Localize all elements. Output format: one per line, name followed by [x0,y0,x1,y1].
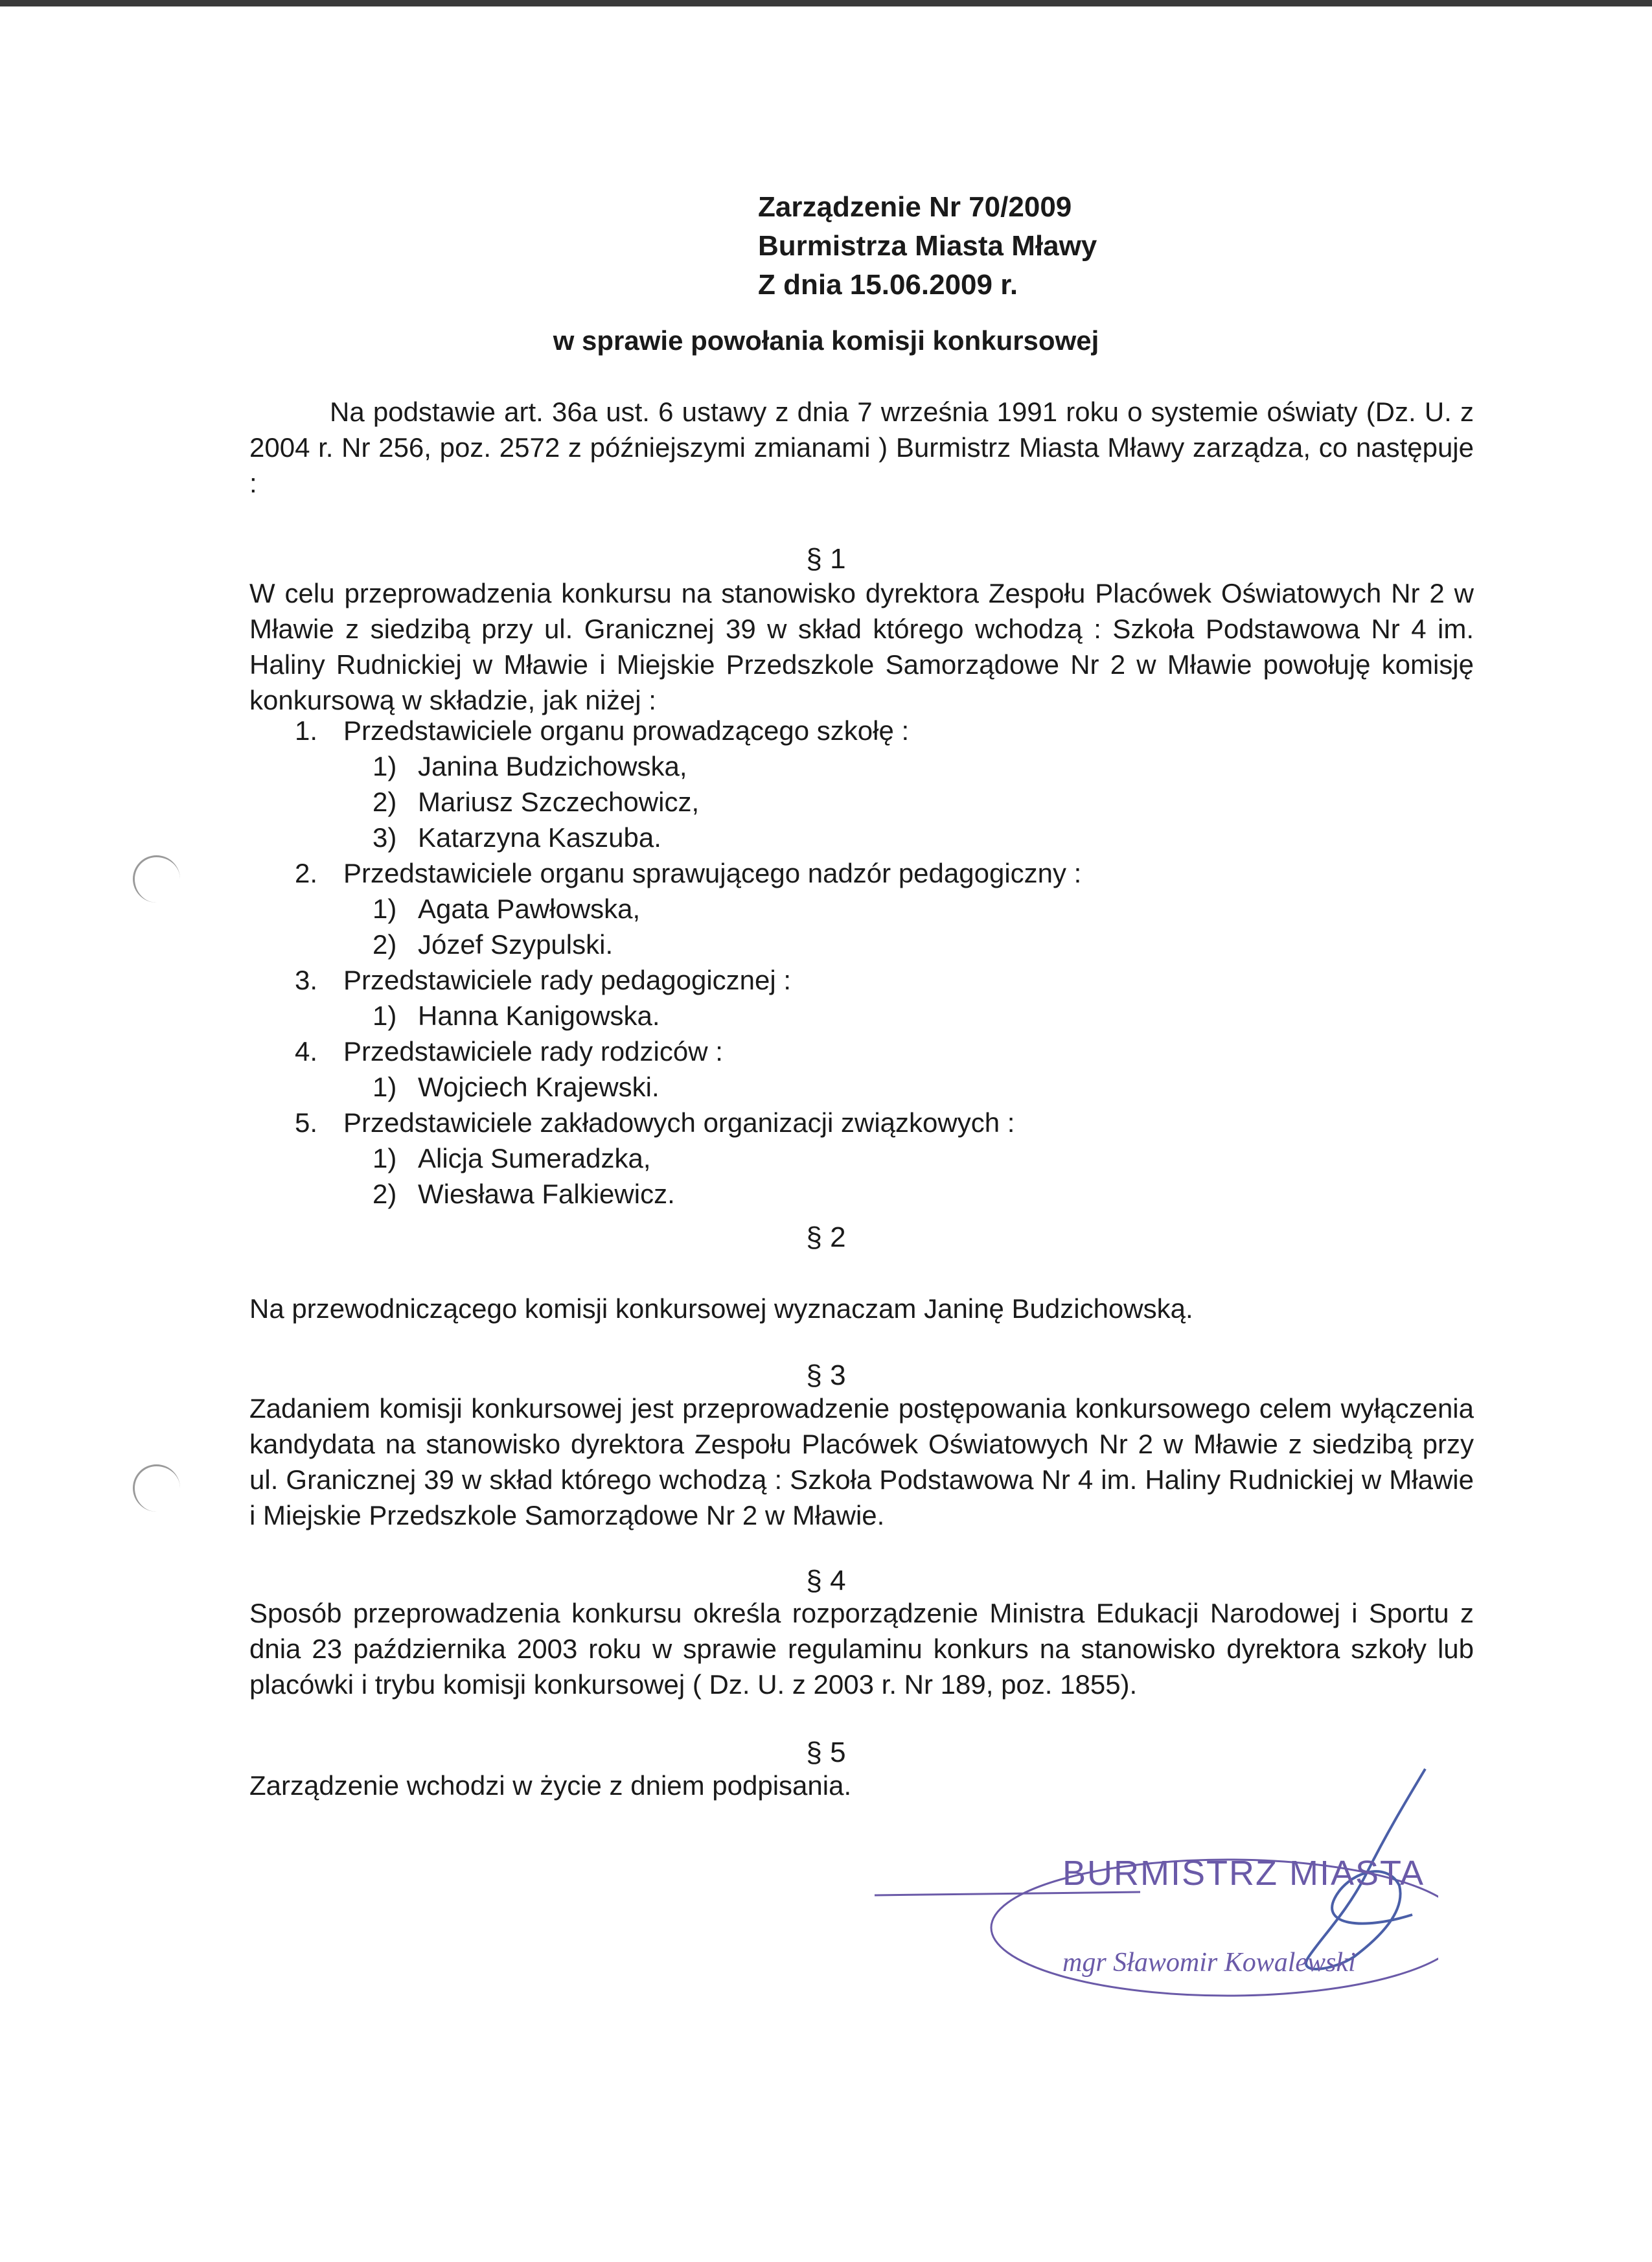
group-number: 1. [295,715,318,746]
member-name: Hanna Kanigowska. [418,1000,660,1031]
punch-hole-mark [133,855,180,903]
document-subject: w sprawie powołania komisji konkursowej [553,325,1099,356]
member-number: 2) [373,1179,397,1209]
section-mark-3: § 3 [806,1359,846,1391]
group-label: Przedstawiciele rady rodziców : [343,1036,723,1067]
committee-group [295,713,1461,748]
group-number: 2. [295,858,318,888]
header-date: Z dnia 15.06.2009 r. [758,269,1018,301]
document-header [758,188,1097,305]
punch-hole-mark [133,1464,180,1512]
member-name: Janina Budzichowska, [418,751,687,781]
section-mark-2: § 2 [806,1221,846,1253]
committee-group [295,962,1461,998]
committee-member [295,1176,1461,1212]
stamp-name: mgr Sławomir Kowalewski [1062,1948,1356,1978]
section-3-text: Zadaniem komisji konkursowej jest przeprowadzenie postępowania konkursowego celem wyłączenia kandydata na stanowisko dyrektora Zespołu Placówek Oświatowych Nr 2 w Mławie z siedzibą przy ul. Granicznej 39 w skład którego wchodzą : Szkoła Podstawowa Nr 4 im. Haliny Rudnickiej w Mławie i Miejskie Przedszkole Samorządowe Nr 2 w Mławie. [249,1393,1474,1530]
member-number: 1) [373,751,397,781]
member-name: Agata Pawłowska, [418,894,641,924]
committee-member [295,1140,1461,1176]
member-number: 1) [373,894,397,924]
member-number: 3) [373,822,397,853]
stamp-title: BURMISTRZ MIASTA [1062,1854,1425,1893]
section-mark-1: § 1 [806,543,846,575]
member-number: 2) [373,929,397,960]
group-label: Przedstawiciele rady pedagogicznej : [343,965,792,995]
member-number: 1) [373,1143,397,1173]
committee-member [295,820,1461,855]
committee-member [295,998,1461,1033]
committee-list [295,713,1461,1212]
member-name: Wiesława Falkiewicz. [418,1179,675,1209]
group-label: Przedstawiciele zakładowych organizacji związkowych : [343,1107,1015,1138]
committee-group [295,1105,1461,1140]
member-name: Józef Szypulski. [418,929,614,960]
section-4-text: Sposób przeprowadzenia konkursu określa rozporządzenie Ministra Edukacji Narodowej i Sportu z dnia 23 października 2003 roku w sprawie regulaminu konkurs na stanowisko dyrektora szkoły lub placówki i trybu komisji konkursowej ( Dz. U. z 2003 r. Nr 189, poz. 1855). [249,1598,1474,1700]
member-name: Katarzyna Kaszuba. [418,822,661,853]
group-number: 4. [295,1036,318,1067]
header-issuer: Burmistrza Miasta Mławy [758,230,1097,262]
committee-group [295,855,1461,891]
committee-member [295,1069,1461,1105]
member-name: Mariusz Szczechowicz, [418,787,700,817]
section-1-text: W celu przeprowadzenia konkursu na stanowisko dyrektora Zespołu Placówek Oświatowych Nr 2 w Mławie z siedzibą przy ul. Granicznej 39 w skład którego wchodzą : Szkoła Podstawowa Nr 4 im. Haliny Rudnickiej w Mławie i Miejskie Przedszkole Samorządowe Nr 2 w Mławie powołuję komisję konkursową w składzie, jak niżej : [249,578,1474,715]
group-number: 3. [295,965,318,995]
committee-member [295,784,1461,820]
member-name: Wojciech Krajewski. [418,1072,660,1102]
section-mark-4: § 4 [806,1565,846,1597]
section-5-text: Zarządzenie wchodzi w życie z dniem podpisania. [249,1770,852,1801]
member-number: 1) [373,1072,397,1102]
committee-member [295,748,1461,784]
official-stamp [868,1762,1438,2002]
group-label: Przedstawiciele organu sprawującego nadzór pedagogiczny : [343,858,1082,888]
scan-top-edge [0,0,1652,6]
member-number: 2) [373,787,397,817]
committee-member [295,927,1461,962]
group-number: 5. [295,1107,318,1138]
committee-member [295,891,1461,927]
member-number: 1) [373,1000,397,1031]
committee-group [295,1033,1461,1069]
section-mark-5: § 5 [806,1737,846,1768]
section-2-text: Na przewodniczącego komisji konkursowej wyznaczam Janinę Budzichowską. [249,1293,1193,1324]
member-name: Alicja Sumeradzka, [418,1143,651,1173]
group-label: Przedstawiciele organu prowadzącego szkołę : [343,715,910,746]
intro-paragraph: Na podstawie art. 36a ust. 6 ustawy z dnia 7 września 1991 roku o systemie oświaty (Dz. U. z 2004 r. Nr 256, poz. 2572 z późniejszymi zmianami ) Burmistrz Miasta Mławy zarządza, co następuje : [249,397,1474,498]
header-title: Zarządzenie Nr 70/2009 [758,191,1072,223]
